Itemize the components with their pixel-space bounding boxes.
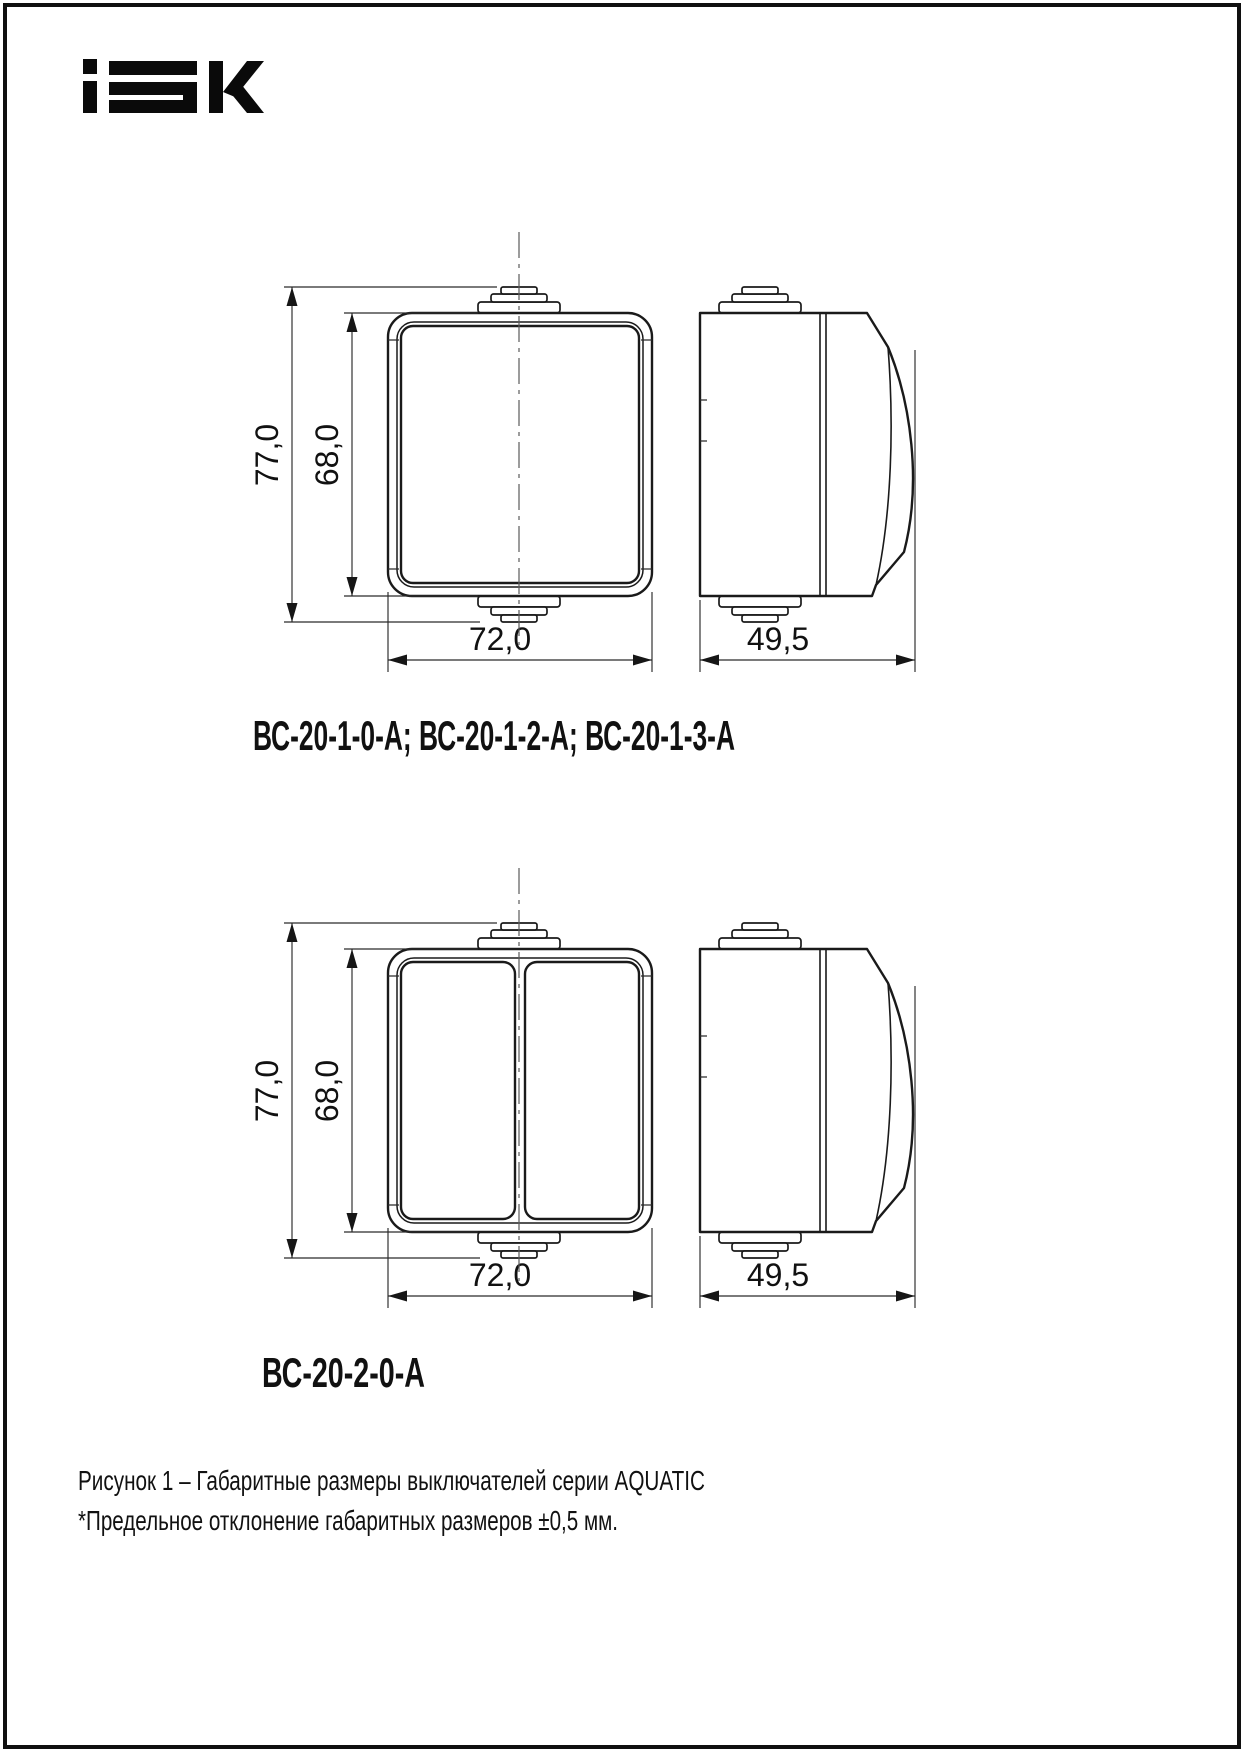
fig1-front-key — [401, 326, 639, 583]
fig1-side-view — [700, 287, 913, 622]
logo-k-stem — [209, 61, 223, 113]
logo-e-bottom — [109, 100, 197, 113]
arrow-down-icon — [287, 1239, 298, 1258]
logo-k-lower — [229, 84, 264, 113]
fig1-models-label: ВС-20-1-0-А; ВС-20-1-2-А; ВС-20-1-3-А — [253, 712, 735, 759]
fig1-side-gland-bottom — [719, 596, 801, 622]
fig2-models-label: ВС-20-2-0-А — [262, 1349, 425, 1396]
fig2-side-gland-top — [719, 923, 801, 949]
arrow-up-icon — [347, 949, 358, 968]
arrow-up-icon — [347, 313, 358, 332]
logo-i-dot — [83, 59, 97, 74]
fig2-dim-72-label: 72,0 — [468, 1257, 532, 1293]
fig1-dim-77-label: 77,0 — [249, 423, 285, 487]
fig1-side-outline — [700, 313, 913, 596]
arrow-right-icon — [896, 1291, 915, 1302]
fig1-side-gland-top — [719, 287, 801, 313]
fig2-front-key-left — [401, 962, 515, 1219]
fig1-dim-49-label: 49,5 — [746, 621, 810, 657]
fig2-side-outline — [700, 949, 913, 1232]
arrow-down-icon — [347, 577, 358, 596]
logo-e-top — [109, 61, 197, 75]
fig1-front-view — [388, 287, 652, 622]
fig2-dim-77-label: 77,0 — [249, 1059, 285, 1123]
fig2-side-view — [700, 923, 913, 1258]
fig1-dim-68-label: 68,0 — [309, 423, 345, 487]
arrow-right-icon — [633, 655, 652, 666]
fig2-dim-49-label: 49,5 — [746, 1257, 810, 1293]
arrow-down-icon — [347, 1213, 358, 1232]
figure-1 — [249, 232, 915, 759]
fig2-dim-68-label: 68,0 — [309, 1059, 345, 1123]
arrow-up-icon — [287, 287, 298, 306]
fig2-front-view — [388, 923, 652, 1258]
fig2-side-gland-bottom — [719, 1232, 801, 1258]
arrow-up-icon — [287, 923, 298, 942]
caption-line-2: *Предельное отклонение габаритных размеров ±0,5 мм. — [78, 1505, 618, 1536]
fig2-front-key-right — [525, 962, 639, 1219]
arrow-right-icon — [633, 1291, 652, 1302]
arrow-left-icon — [388, 1291, 407, 1302]
arrow-left-icon — [700, 1291, 719, 1302]
logo-e-mid — [109, 82, 183, 95]
logo-i-stem — [83, 81, 97, 113]
caption-line-1: Рисунок 1 – Габаритные размеры выключателей серии AQUATIC — [78, 1465, 705, 1496]
iek-logo — [83, 59, 264, 113]
arrow-left-icon — [388, 655, 407, 666]
arrow-down-icon — [287, 603, 298, 622]
fig1-dim-72-label: 72,0 — [468, 621, 532, 657]
figure-caption — [78, 1465, 705, 1536]
figure-2 — [249, 868, 915, 1396]
arrow-left-icon — [700, 655, 719, 666]
arrow-right-icon — [896, 655, 915, 666]
